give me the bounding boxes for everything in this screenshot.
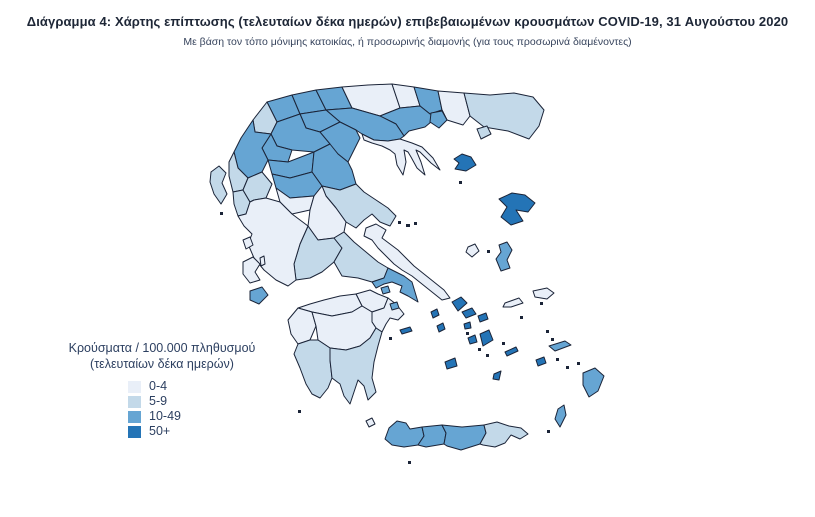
legend-row [128,410,274,423]
islet [487,250,490,253]
region-evros [464,93,544,139]
legend-title-line2: (τελευταίων δέκα ημερών) [90,357,234,371]
islet [389,337,392,340]
region-zakynthos [250,287,268,304]
islet [577,362,580,365]
islet [478,348,481,351]
region-salamis [381,286,390,294]
region-samos [533,288,554,299]
islet [551,338,554,341]
region-amorgos [505,347,518,356]
islet [466,332,469,335]
region-tinos [462,308,476,318]
region-messenia [294,340,332,398]
islet [459,181,462,184]
figure-subtitle: Με βάση τον τόπο μόνιμης κατοικίας, ή προσωρινής διαμονής (για τους προσωρινά διαμένοντες) [183,36,632,48]
region-andros [452,297,467,311]
region-hydra [400,327,412,334]
legend-label-0-4: 0-4 [149,379,168,393]
figure-title: Διάγραμμα 4: Χάρτης επίπτωσης (τελευταίων δέκα ημερών) επιβεβαιωμένων κρουσμάτων COVID-19, 31 Αυγούστου 2020 [26,14,789,29]
legend-label-50plus: 50+ [149,424,171,438]
region-syros [464,322,471,329]
region-kythnos [437,323,445,332]
islet [547,430,550,433]
region-kythira [366,418,375,427]
islet [406,224,410,227]
region-paros [468,335,477,344]
legend-swatch-5-9 [128,396,141,408]
map-legend [50,340,274,440]
region-ikaria [503,298,523,307]
islet [556,358,559,361]
legend-swatch-10-49 [128,411,141,423]
legend-label-5-9: 5-9 [149,394,168,408]
islet [546,330,549,333]
islet [540,302,543,305]
region-kea [431,309,439,318]
islet [566,366,569,369]
legend-title-line1: Κρούσματα / 100.000 πληθυσμού [68,341,256,355]
region-astypalaia [536,357,546,366]
region-rhodes [583,368,604,397]
legend-title [50,340,274,372]
region-lasithi [480,422,528,447]
region-aegina [390,302,399,310]
islet [486,354,489,357]
region-elis [288,308,316,344]
region-skyros [466,244,479,257]
region-lemnos [454,154,476,171]
region-chios [496,242,512,271]
region-santorini [493,371,501,380]
legend-rows [128,380,274,438]
islet [398,221,401,224]
legend-row [128,425,274,438]
islet [414,222,417,225]
legend-swatch-50plus [128,426,141,438]
region-chalkidiki [362,134,440,175]
region-lesbos [499,193,535,225]
islet [298,410,301,413]
islet [502,342,505,345]
legend-row [128,380,274,393]
islet [220,212,223,215]
legend-label-10-49: 10-49 [149,409,181,423]
region-chania [385,421,424,447]
region-kefalonia [243,257,260,283]
region-ithaca [260,256,265,266]
region-milos [445,358,457,369]
region-naxos [480,330,493,346]
region-mykonos [478,313,488,322]
region-corfu [210,166,227,204]
region-kos [549,341,571,351]
legend-row [128,395,274,408]
region-heraklion [442,425,486,450]
islet [408,461,411,464]
region-karpathos [555,405,566,427]
islet [520,316,523,319]
legend-swatch-0-4 [128,381,141,393]
